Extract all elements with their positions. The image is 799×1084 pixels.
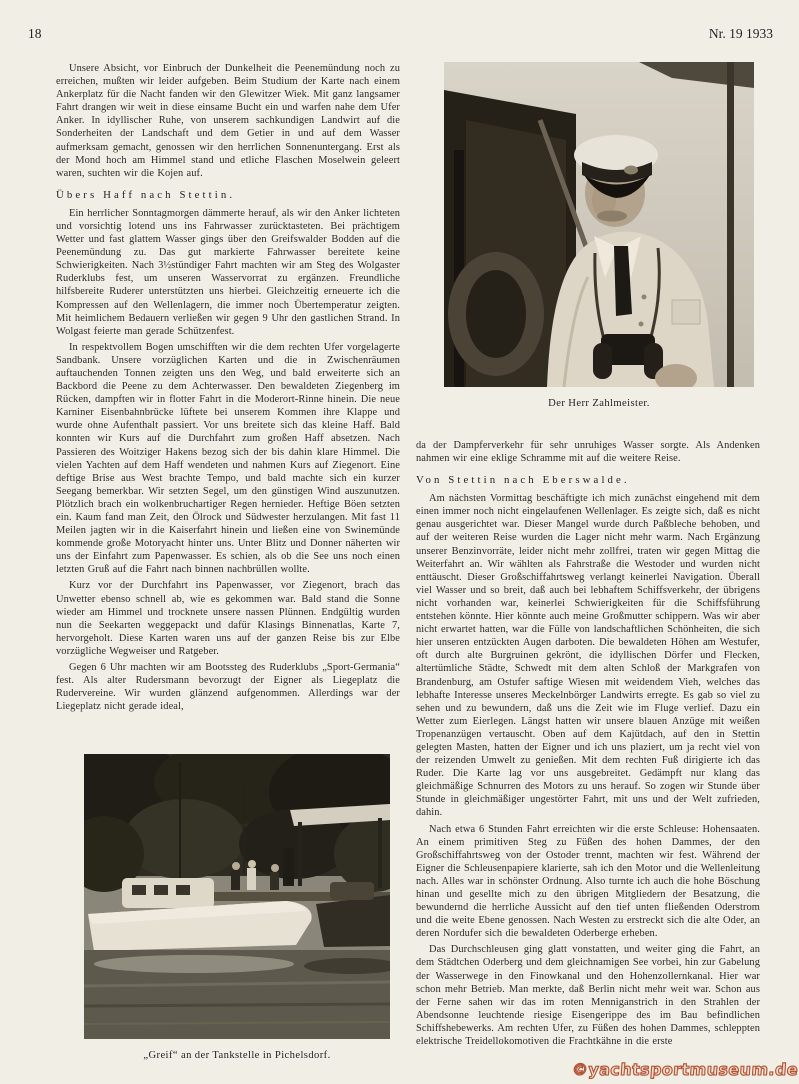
left-column: [56, 62, 400, 1062]
article-paragraph: Unsere Absicht, vor Einbruch der Dunkelheit die Peenemündung noch zu erreichen, mußten wir leider aufgeben. Beim Studium der Karte nach einem Ankerplatz für die Nacht fanden wir den Glewitzer Wiek. Mit ganz langsamer Fahrt drangen wir weit in diese einsame Bucht ein und warfen nahe dem Ufer Anker. In idyllischer Ruhe, von unserem sachkundigen Landwirt auf die Sonderheiten der Landschaft und dem Getier in und auf dem Wasser aufmerksam gemacht, genossen wir den herrlichen Sonnenuntergang. Erst als der Mond hoch am Himmel stand und etliche Flaschen Moselwein geleert waren, suchten wir die Kojen auf.: [56, 63, 400, 179]
greif-tankstelle-photo-figure: [84, 754, 390, 1061]
right-column: [416, 62, 760, 1062]
zahlmeister-photo: [444, 62, 754, 387]
article-paragraph: Am nächsten Vormittag beschäftigte ich mich zunächst eingehend mit dem einen immer noch nicht eingelaufenen Wellenlager. Es zeigte sich, daß es nicht genau ausgerichtet war. Dieser Mangel wurde durch Paßbleche behoben, und auf der weiteren Reise wurden die Lager nicht mehr warm. Nach Ergänzung unserer Benzinvorräte, leider nicht mehr zollfrei, traten wir gegen Mittag die Weiterfahrt an. Wir wählten als Fahrstraße die Westoder und wurden nicht enttäuscht. Dieser Großschiffahrtsweg verlangt keinerlei Navigation. Überall viel Wasser und so breit, daß auch bei lebhaftem Schiffsverkehr, der übrigens nicht vorhanden war, keinerlei Schwierigkeiten für die Schiffsführung entstehen könnte. Hier könnte auch meine Großmutter schippern. Was wir aber nicht erwartet hatten, war die Fülle von landschaftlichen Schönheiten, die sich hier unseren entzückten Augen darboten. Die bewaldeten Höhen am Westufer, oft durch alte Burgruinen gekrönt, die idyllischen Dörfer und Flecken, altertümliche Städte, Schwedt mit dem alten Schloß der Markgrafen von Brandenburg, am Ostufer saftige Wiesen mit weidendem Vieh, welches das lebhafte Interesse unseres Meckelnbörger Landwirts erregte. Es gab so viel zu sehen und zu bewundern, daß uns die Zeit wie im Fluge verlief. Dazu ein Wetter zum Eierlegen. Längst hatten wir unsere blauen Anzüge mit weißen Tropenanzügen vertauscht. Oben auf dem Kajütdach, auf den in Stettin gelegten Masten, hatten der Eigner und ich uns plaziert, um ja recht viel von der reizenden Umwelt zu genießen. Mit dem rechten Fuß dirigierte ich das Ruder. Die Karte lag vor uns ausgebreitet. Gedämpft nur klang das gleichmäßige Schnurren des Motors zu uns herauf. So zogen wir Stunde über Stunde in gleichmäßiger ungestörter Fahrt, mit uns und der Welt zufrieden, dahin.: [416, 493, 760, 819]
article-columns: [56, 62, 760, 1062]
page-header: [28, 26, 773, 42]
section-heading-haff-stettin: Übers Haff nach Stettin.: [56, 188, 236, 201]
article-paragraph: In respektvollem Bogen umschifften wir die dem rechten Ufer vorgelagerte Sandbank. Unsere vorzüglichen Karten und die in Zwischenräumen auftauchenden Tonnen zeigten uns den Weg, und bald erweiterte sich an Backbord die Peene zu dem Achterwasser. Den bewaldeten Ziegenberg im Rücken, dampften wir in flotter Fahrt in die Moderort-Rinne hinein. Die neue Karniner Eisenbahnbrücke lüftete bei unserem Kommen ihre Klappe und wurde ohne Aufenthalt passiert. Vor uns breitete sich das kleine Haff. Bald konnten wir Kurs auf die Durchfahrt zum großen Haff absetzen. Nach Passieren des Woitziger Hakens bezog sich der bis dahin klare Himmel. Die vielen Yachten auf dem Haff wendeten und nahmen Kurs auf Ziegenort. Eine deftige Brise aus West brachte Tempo, und bald machte sich ein kurzer Seegang bemerkbar. Wir setzten Segel, um den günstigen Wind auszunutzen. Plötzlich brach ein wolkenbruchartiger Regen hernieder. Heftige Böen setzten ein. Kaum fand man Zeit, den Ölrock und Südwester herzulangen. Mit fast 11 Meilen jagten wir in die Kaiserfahrt hinein und ließen eine von Swinemünde kommende große Motoryacht hinter uns. Unter Blitz und Donner näherten wir uns der Einfahrt zum Papenwasser. Es schien, als ob die See uns noch einen letzten Gruß auf die Fahrt nach binnen nachbrüllen wollte.: [56, 341, 400, 576]
photo-caption-zahlmeister: Der Herr Zahlmeister.: [548, 398, 650, 409]
photo-caption-greif: „Greif“ an der Tankstelle in Pichelsdorf.: [143, 1050, 331, 1061]
article-paragraph: Das Durchschleusen ging glatt vonstatten, und weiter ging die Fahrt, an dem Städtchen Oderberg und dem gleichnamigen See vorbei, hin zur Gabelung der Wasserwege in den Finowkanal und den Hohenzollernkanal. Hier war schon mehr Betrieb. Man merkte, daß Berlin nicht mehr weit war. Schon aus der Ferne sahen wir das im roten Menniganstrich in den Strahlen der Abendsonne leuchtende riesige Eisengerippe des im Bau befindlichen Schiffshebewerks. Am rechten Ufer, zu Füßen des hohen Dammes, schleppten elektrische Treidellokomotiven die Frachtkähne in die erste: [416, 944, 760, 1048]
greif-tankstelle-photo: [84, 754, 390, 1039]
yachtsportmuseum-watermark: ©yachtsportmuseum.de: [571, 1060, 799, 1079]
article-paragraph: Nach etwa 6 Stunden Fahrt erreichten wir die erste Schleuse: Hohensaaten. An einem primitiven Steg zu Füßen des hohen Dammes, der den Großschiffahrtsweg von der Ostoder trennt, machten wir fest. Während der Eigner die Schleusenpapiere klarierte, sah ich den Motor und die Wellenleitung nach. Alles war in schönster Ordnung. Also turnte ich auch die hohe Böschung hinan und gesellte mich zu den übrigen Mitgliedern der Besatzung, die bewundernd die herrliche Aussicht auf den tief unten fließenden Oderstrom und die weite Ebene genossen. Nach Westen zu erstreckt sich die alte Oder, an deren Nordufer sich die bewaldeten Oderberge erheben.: [416, 823, 760, 940]
article-paragraph: Kurz vor der Durchfahrt ins Papenwasser, vor Ziegenort, brach das Unwetter ebenso schnell ab, wie es gekommen war. Bald stand die Sonne wieder am Himmel und trocknete unsere nassen Plünnen. Endgültig wurden nun die Seekarten weggepackt und dafür Klasings Binnenatlas, Karte 7, hervorgeholt. Diese Karten waren uns auf der ganzen Reise bis zur Elbe vorzügliche Wegweiser und Ratgeber.: [56, 580, 400, 657]
article-paragraph: da der Dampferverkehr für sehr unruhiges Wasser sorgte. Als Andenken nahmen wir eine eklige Schramme mit auf die weitere Reise.: [416, 440, 760, 465]
issue-number: Nr. 19 1933: [708, 26, 773, 41]
page-number: 18: [28, 26, 42, 41]
section-heading-stettin-eberswalde: Von Stettin nach Eberswalde.: [416, 474, 630, 487]
article-paragraph: Gegen 6 Uhr machten wir am Bootssteg des Ruderklubs „Sport-Germania“ fest. Als alter Rudersmann bevorzugt der Eigner als Liegeplatz die Rudervereine. Wir wurden glänzend aufgenommen. Allerdings war der Liegeplatz nicht gerade ideal,: [56, 662, 400, 713]
article-paragraph: Ein herrlicher Sonntagmorgen dämmerte herauf, als wir den Anker lichteten und vorsichtig lotend uns ins Fahrwasser zurücktasteten. Bei prächtigem Wetter und fast glattem Wasser gings über den Greifswalder Bodden auf die Peenemündung zu. Das gut markierte Fahrwasser bereitete keine Schwierigkeiten. Nach 3½stündiger Fahrt machten wir am Steg des Wolgaster Ruderklubs fest, um unseren Wasservorrat zu ergänzen. Freundliche hilfsbereite Ruderer unterstützten uns hierbei. Gleichzeitig erneuerte ich die Kompressen auf den Wellenlagern, die immer noch Übertemperatur zeigten. Mit heimlichem Bedauern verließen wir gegen 9 Uhr den gastlichen Strand. In Wolgast feierte man gerade Schützenfest.: [56, 207, 400, 337]
zahlmeister-photo-figure: [444, 62, 754, 409]
